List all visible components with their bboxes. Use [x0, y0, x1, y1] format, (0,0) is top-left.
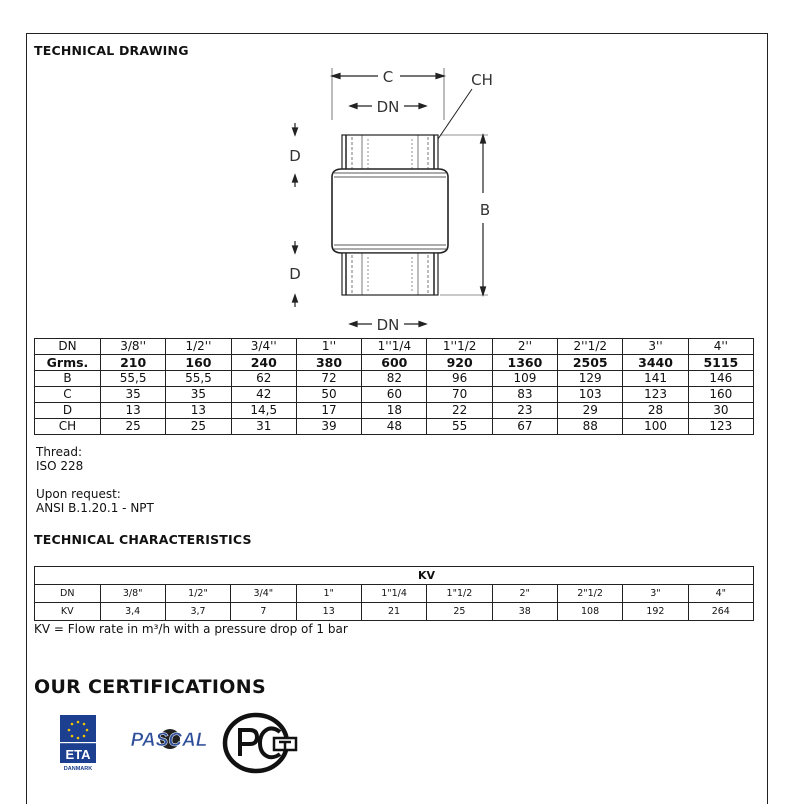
table-cell: 920 [427, 355, 492, 371]
request-label: Upon request: [36, 487, 121, 501]
table-cell: 160 [688, 387, 753, 403]
table-cell: 82 [362, 371, 427, 387]
table-cell: 50 [296, 387, 361, 403]
kv-dn-row [35, 585, 754, 603]
row-label: C [35, 387, 101, 403]
table-cell: 48 [362, 419, 427, 435]
valve-drawing [280, 65, 510, 335]
kv-table-header: KV [100, 567, 754, 585]
table-cell: 13 [101, 403, 166, 419]
table-cell: 55,5 [166, 371, 231, 387]
table-row [35, 403, 754, 419]
table-cell: 3'' [623, 339, 688, 355]
table-cell: 18 [362, 403, 427, 419]
kv-value-cell: 192 [623, 603, 688, 621]
kv-dn-cell: 3/4" [231, 585, 296, 603]
table-cell: 109 [492, 371, 557, 387]
kv-dn-label: DN [35, 585, 101, 603]
pct-logo [222, 712, 298, 774]
kv-dn-cell: 1" [296, 585, 361, 603]
kv-value-cell: 7 [231, 603, 296, 621]
svg-text:ETA: ETA [65, 747, 91, 762]
table-cell: 123 [688, 419, 753, 435]
table-cell: 100 [623, 419, 688, 435]
table-cell: 96 [427, 371, 492, 387]
kv-value-cell: 264 [688, 603, 753, 621]
table-cell: 62 [231, 371, 296, 387]
label-ch: CH [471, 71, 493, 89]
kv-table [34, 566, 754, 621]
table-cell: 60 [362, 387, 427, 403]
kv-dn-cell: 1"1/2 [427, 585, 492, 603]
table-row [35, 387, 754, 403]
table-cell: 2'' [492, 339, 557, 355]
thread-value: ISO 228 [36, 459, 84, 473]
thread-label: Thread: [36, 445, 83, 459]
row-label: B [35, 371, 101, 387]
table-cell: 22 [427, 403, 492, 419]
label-dn-top: DN [376, 98, 400, 116]
row-label: DN [35, 339, 101, 355]
table-cell: 25 [101, 419, 166, 435]
table-cell: 1'' [296, 339, 361, 355]
kv-value-cell: 3,7 [165, 603, 230, 621]
certifications-title: OUR CERTIFICATIONS [34, 676, 266, 698]
table-cell: 83 [492, 387, 557, 403]
table-cell: 2505 [558, 355, 623, 371]
kv-header-spacer [35, 567, 101, 585]
kv-value-cell: 21 [361, 603, 426, 621]
table-row [35, 419, 754, 435]
kv-note: KV = Flow rate in m³/h with a pressure drop of 1 bar [34, 622, 348, 636]
kv-dn-cell: 4" [688, 585, 753, 603]
table-cell: 600 [362, 355, 427, 371]
row-label: Grms. [35, 355, 101, 371]
table-cell: 23 [492, 403, 557, 419]
table-cell: 380 [296, 355, 361, 371]
pascal-logo [126, 724, 212, 754]
table-cell: 1360 [492, 355, 557, 371]
table-cell: 3440 [623, 355, 688, 371]
table-cell: 14,5 [231, 403, 296, 419]
table-cell: 88 [558, 419, 623, 435]
kv-value-cell: 38 [492, 603, 557, 621]
table-cell: 70 [427, 387, 492, 403]
table-cell: 42 [231, 387, 296, 403]
table-cell: 146 [688, 371, 753, 387]
table-cell: 28 [623, 403, 688, 419]
table-cell: 30 [688, 403, 753, 419]
row-label: D [35, 403, 101, 419]
table-cell: 2''1/2 [558, 339, 623, 355]
table-cell: 1''1/2 [427, 339, 492, 355]
request-value: ANSI B.1.20.1 - NPT [36, 501, 154, 515]
kv-dn-cell: 2" [492, 585, 557, 603]
table-cell: 13 [166, 403, 231, 419]
kv-dn-cell: 1/2" [165, 585, 230, 603]
technical-drawing-title: TECHNICAL DRAWING [34, 43, 189, 58]
table-cell: 31 [231, 419, 296, 435]
eta-logo [58, 714, 100, 772]
table-cell: 103 [558, 387, 623, 403]
table-cell: 3/4'' [231, 339, 296, 355]
table-cell: 141 [623, 371, 688, 387]
kv-dn-cell: 3/8" [100, 585, 165, 603]
table-row [35, 355, 754, 371]
table-cell: 39 [296, 419, 361, 435]
technical-characteristics-title: TECHNICAL CHARACTERISTICS [34, 532, 252, 547]
table-cell: 35 [101, 387, 166, 403]
table-cell: 240 [231, 355, 296, 371]
table-cell: 55,5 [101, 371, 166, 387]
label-c: C [382, 68, 394, 86]
table-cell: 25 [166, 419, 231, 435]
kv-value-cell: 13 [296, 603, 361, 621]
dimensions-table [34, 338, 754, 435]
kv-dn-cell: 2"1/2 [557, 585, 622, 603]
table-cell: 160 [166, 355, 231, 371]
table-row [35, 371, 754, 387]
table-cell: 17 [296, 403, 361, 419]
table-cell: 1/2'' [166, 339, 231, 355]
kv-value-row [35, 603, 754, 621]
label-d-top: D [289, 147, 301, 165]
table-cell: 1''1/4 [362, 339, 427, 355]
table-cell: 129 [558, 371, 623, 387]
table-cell: 55 [427, 419, 492, 435]
table-cell: 210 [101, 355, 166, 371]
table-row [35, 339, 754, 355]
label-b: B [479, 201, 491, 219]
kv-dn-cell: 3" [623, 585, 688, 603]
label-d-bottom: D [289, 265, 301, 283]
table-cell: 67 [492, 419, 557, 435]
kv-kv-label: KV [35, 603, 101, 621]
svg-text:PASCAL: PASCAL [130, 730, 208, 751]
table-cell: 3/8'' [101, 339, 166, 355]
table-cell: 123 [623, 387, 688, 403]
label-dn-bottom: DN [376, 316, 400, 334]
kv-value-cell: 25 [427, 603, 492, 621]
svg-text:DANMARK: DANMARK [63, 766, 93, 772]
kv-value-cell: 108 [557, 603, 622, 621]
table-cell: 29 [558, 403, 623, 419]
table-cell: 35 [166, 387, 231, 403]
table-cell: 72 [296, 371, 361, 387]
kv-value-cell: 3,4 [100, 603, 165, 621]
table-cell: 4'' [688, 339, 753, 355]
table-cell: 5115 [688, 355, 753, 371]
kv-dn-cell: 1"1/4 [361, 585, 426, 603]
row-label: CH [35, 419, 101, 435]
